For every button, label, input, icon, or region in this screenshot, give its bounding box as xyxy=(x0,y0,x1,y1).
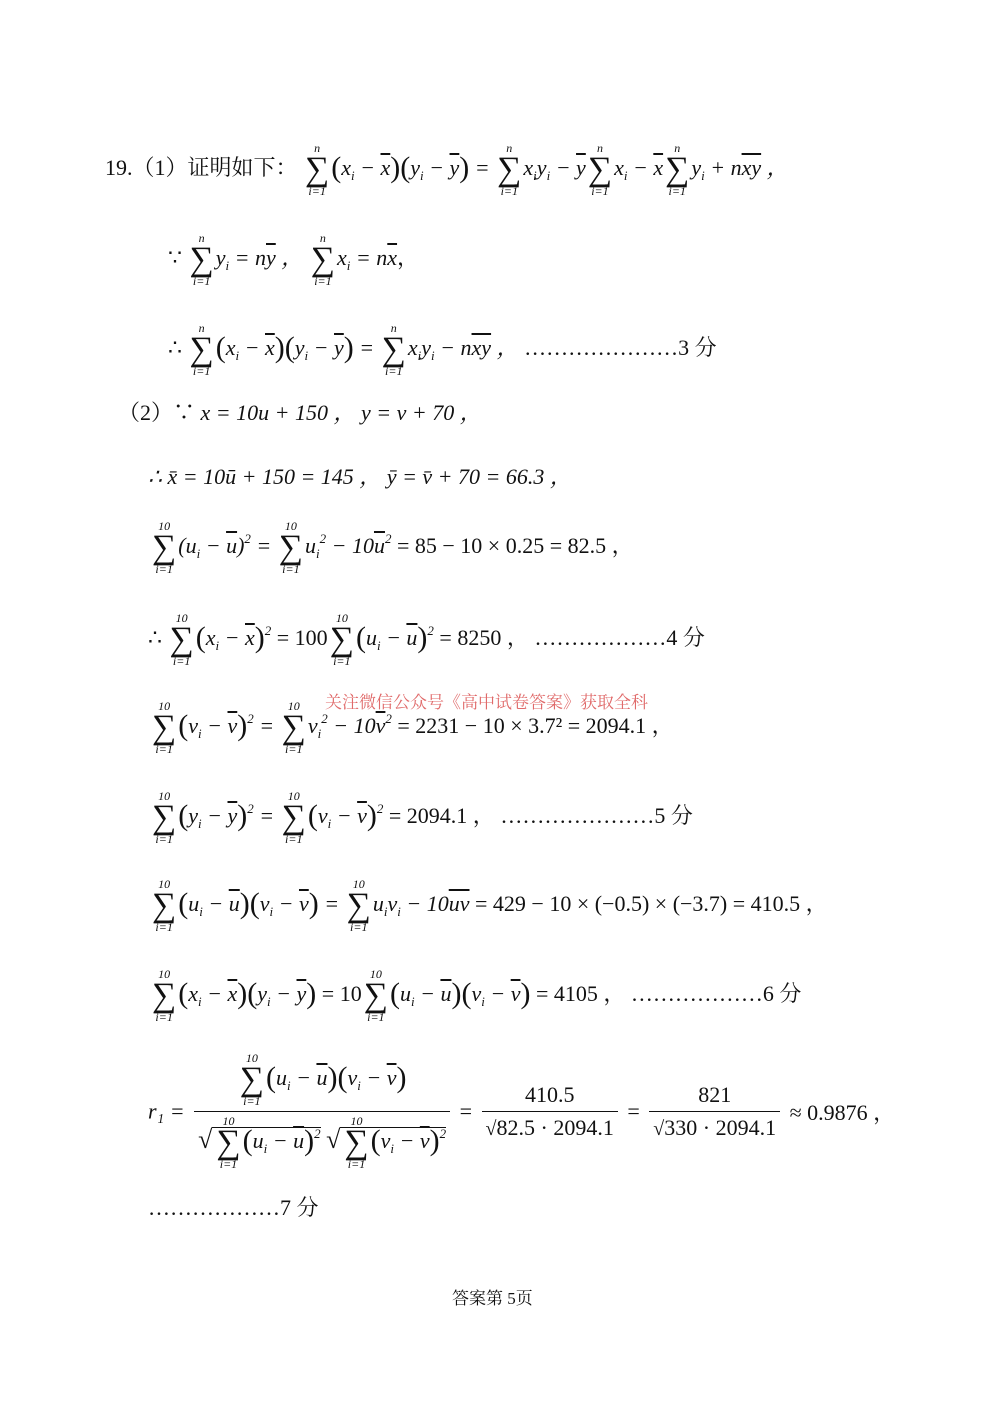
factor: = 100 xyxy=(276,625,328,651)
v-var-value: = 2231 − 10 × 3.7² = 2094.1 ， xyxy=(397,713,674,739)
score-7: ………………7 分 xyxy=(148,1195,319,1220)
expr-term: $(u_i - \overline{u})(v_i - \overline{v})$ xyxy=(389,977,531,1011)
expr-sum-y: $y_i = n\overline{y}$ ， xyxy=(215,245,309,274)
sum-symbol: n ∑ i=1 xyxy=(381,321,406,378)
eq-line-11 xyxy=(150,968,801,1024)
y-var-value: = 2094.1 ， xyxy=(388,803,495,829)
sum-symbol: 10 ∑ i=1 xyxy=(152,967,177,1024)
sum-symbol: 10 ∑ i=1 xyxy=(169,611,194,668)
sum-symbol: 10 ∑ i=1 xyxy=(216,1114,241,1171)
sum-symbol: 10 ∑ i=1 xyxy=(281,699,306,756)
expr-y-var: $(y_i - \overline{y})^2$ = xyxy=(178,799,280,833)
expr-term: $(v_i - \overline{v})^2$ xyxy=(307,799,384,833)
eq-line-12 xyxy=(148,1052,895,1171)
eq-line-6 xyxy=(150,520,634,576)
eq-line-8 xyxy=(150,700,674,756)
means-eq: ∴ x̄ = 10ū + 150 = 145 ， ȳ = v̄ + 70 = 66.3 ， xyxy=(148,464,572,489)
r-fraction-3 xyxy=(649,1082,780,1141)
sum-symbol: n ∑ i=1 xyxy=(310,231,336,288)
sum-symbol: n ∑ i=1 xyxy=(305,141,330,198)
expr-term: $x_i - \overline{x}$ xyxy=(614,155,664,184)
expr-term: $y_i + n\overline{xy}$ ， xyxy=(691,155,789,184)
score-3: …………………3 分 xyxy=(524,335,717,361)
sum-symbol: 10 ∑ i=1 xyxy=(152,877,177,934)
part2-label: （2）∵ xyxy=(118,400,196,425)
score-4: ………………4 分 xyxy=(534,625,705,651)
score-5: …………………5 分 xyxy=(500,803,693,829)
sum-symbol: 10 ∑ i=1 xyxy=(363,967,388,1024)
expr-term: $v_i^2 - 10\overline{v}^2$ xyxy=(307,711,392,742)
eq-line-7 xyxy=(148,612,705,668)
sum-symbol: 10 ∑ i=1 xyxy=(344,1114,369,1171)
expr-covariance-lhs: $(x_i - \overline{x})(y_i - \overline{y})$ = xyxy=(331,151,496,185)
r-frac3-den-text: 330 · 2094.1 xyxy=(664,1115,777,1140)
expr-u-var: $(u_i - \overline{u})^2$ = xyxy=(178,531,277,562)
problem-label: 19.（1）证明如下： xyxy=(105,155,298,181)
r-result: ≈ 0.9876 ， xyxy=(789,1100,896,1125)
r-label: r₁ = xyxy=(148,1098,185,1124)
page-footer: 答案第 5页 xyxy=(452,1289,533,1308)
r-frac1-den: √ 10 ∑ i=1 $(u_i - \overline{u})^2$ √ 10 ∑ i=1 $(v_i - \overline{v})^2$ xyxy=(194,1111,450,1171)
eq-line-3 xyxy=(168,322,717,378)
sum-symbol: 10 ∑ i=1 xyxy=(278,519,303,576)
equals: = xyxy=(627,1098,640,1124)
sum-symbol: n ∑ i=1 xyxy=(497,141,522,198)
expr-term: $(u_i - \overline{u})^2$ xyxy=(355,621,434,655)
sum-symbol: 10 ∑ i=1 xyxy=(346,877,371,934)
expr-term: $u_i^2 - 10\overline{u}^2$ xyxy=(305,531,392,562)
eq-line-4 xyxy=(118,398,482,428)
uv-cov-value: = 429 − 10 × (−0.5) × (−3.7) = 410.5 ， xyxy=(475,891,828,917)
xy-cov-value: = 4105 ， xyxy=(535,981,626,1007)
sum-symbol: 10 ∑ i=1 xyxy=(329,611,354,668)
score-6: ………………6 分 xyxy=(630,981,802,1007)
expr-term: $x_iy_i - n\overline{xy}$ ， xyxy=(407,335,519,364)
factor: = 10 xyxy=(321,981,362,1007)
sum-symbol: n ∑ i=1 xyxy=(189,231,214,288)
therefore-symbol: ∴ xyxy=(168,335,182,361)
eq-line-1 xyxy=(105,142,789,198)
expr-covariance-rhs: $x_iy_i - \overline{y}$ xyxy=(523,155,586,184)
x-var-value: = 8250 ， xyxy=(439,625,529,651)
r-frac2-num: 410.5 xyxy=(524,1082,575,1107)
therefore-symbol: ∴ xyxy=(148,625,162,651)
sum-symbol: 10 ∑ i=1 xyxy=(152,519,177,576)
sum-symbol: 10 ∑ i=1 xyxy=(152,789,177,846)
sum-symbol: 10 ∑ i=1 xyxy=(152,699,177,756)
part2-eq: x = 10u + 150 ， y = v + 70 ， xyxy=(200,400,482,425)
r-frac2-den: √82.5 · 2094.1 xyxy=(482,1111,618,1141)
score-7-line xyxy=(148,1193,319,1223)
eq-line-2 xyxy=(168,232,419,288)
expr-sum-x: $x_i = n\overline{x}$ xyxy=(337,245,398,274)
r-frac3-num: 821 xyxy=(698,1082,732,1107)
expr-uv-cov: $(u_i - \overline{u})(v_i - \overline{v})$ = xyxy=(178,887,345,921)
r-frac3-den: √330 · 2094.1 xyxy=(649,1111,780,1141)
eq-line-10 xyxy=(150,878,828,934)
expr-result: $(x_i - \overline{x})(y_i - \overline{y})$ = xyxy=(215,331,380,365)
sum-symbol: n ∑ i=1 xyxy=(189,321,214,378)
watermark: 关注微信公众号《高中试卷答案》获取全科 xyxy=(325,693,648,713)
sum-symbol: 10 ∑ i=1 xyxy=(239,1051,264,1108)
sum-symbol: 10 ∑ i=1 xyxy=(281,789,306,846)
sum-symbol: n ∑ i=1 xyxy=(665,141,690,198)
r-frac1-num: 10 ∑ i=1 $(u_i - \overline{u})(v_i - \overline{v})$ xyxy=(239,1051,407,1108)
eq-line-9 xyxy=(150,790,693,846)
r-fraction-1 xyxy=(194,1052,450,1171)
r-frac2-den-text: 82.5 · 2094.1 xyxy=(496,1115,614,1140)
expr-xy-cov: $(x_i - \overline{x})(y_i - \overline{y})$ xyxy=(178,977,317,1011)
because-symbol: ∵ xyxy=(168,245,182,271)
expr-v-var: $(v_i - \overline{v})^2$ = xyxy=(178,709,280,743)
expr-term: $u_iv_i - 10\overline{uv}$ xyxy=(372,891,470,920)
sum-symbol: n ∑ i=1 xyxy=(587,141,613,198)
eq-line-5 xyxy=(148,462,572,492)
u-var-value: = 85 − 10 × 0.25 = 82.5 ， xyxy=(396,533,634,559)
r-fraction-2 xyxy=(482,1082,618,1141)
comma: ， xyxy=(397,245,420,271)
expr-x-var: $(x_i - \overline{x})^2$ xyxy=(195,621,272,655)
equals: = xyxy=(459,1098,473,1124)
